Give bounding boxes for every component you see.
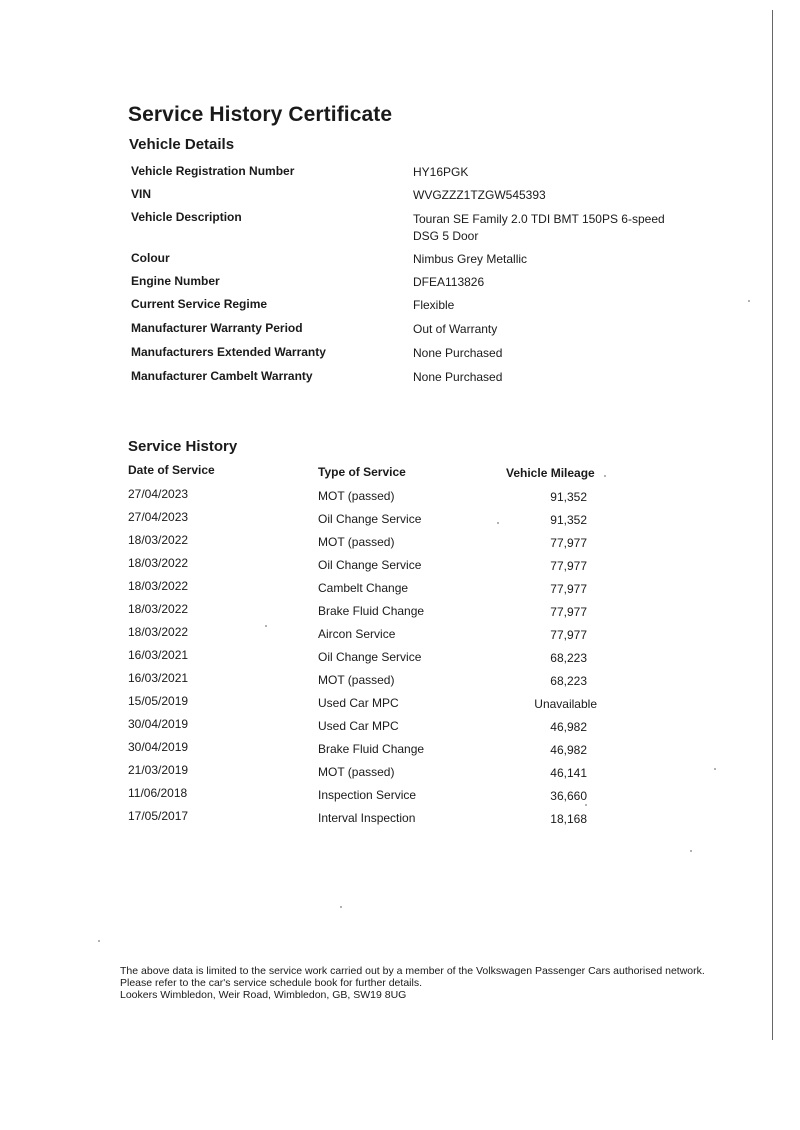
row-mileage: 46,141 bbox=[550, 766, 587, 780]
row-mileage: Unavailable bbox=[534, 697, 597, 711]
row-date: 18/03/2022 bbox=[128, 533, 189, 547]
service-history-heading: Service History bbox=[128, 438, 238, 455]
row-date: 27/04/2023 bbox=[128, 510, 189, 524]
row-date: 11/06/2018 bbox=[128, 786, 188, 800]
row-date: 18/03/2022 bbox=[128, 579, 189, 593]
scan-page-edge bbox=[772, 10, 773, 1040]
row-mileage: 68,223 bbox=[550, 651, 587, 665]
label-cambelt-warranty: Manufacturer Cambelt Warranty bbox=[131, 369, 313, 383]
value-service-regime: Flexible bbox=[413, 298, 455, 312]
row-type: Oil Change Service bbox=[318, 650, 422, 664]
row-type: MOT (passed) bbox=[318, 489, 395, 503]
footer-disclaimer: The above data is limited to the service work carried out by a member of the Volkswagen Passenger Cars authorised network. bbox=[120, 965, 705, 977]
column-header-type: Type of Service bbox=[318, 465, 406, 479]
footer-note: Please refer to the car's service schedule book for further details. bbox=[120, 977, 422, 989]
label-description: Vehicle Description bbox=[131, 210, 242, 224]
scan-speck bbox=[585, 804, 587, 806]
scan-speck bbox=[714, 768, 716, 770]
label-vin: VIN bbox=[131, 187, 152, 201]
row-type: Brake Fluid Change bbox=[318, 742, 425, 756]
row-date: 16/03/2021 bbox=[128, 648, 189, 662]
scan-speck bbox=[340, 906, 342, 908]
row-date: 27/04/2023 bbox=[128, 487, 189, 501]
row-type: Interval Inspection bbox=[318, 811, 416, 825]
label-extended-warranty: Manufacturers Extended Warranty bbox=[131, 345, 326, 359]
row-mileage: 46,982 bbox=[550, 743, 587, 757]
vehicle-details-heading: Vehicle Details bbox=[129, 136, 235, 153]
scan-speck bbox=[690, 850, 692, 852]
value-warranty-period: Out of Warranty bbox=[413, 322, 498, 336]
row-type: Cambelt Change bbox=[318, 581, 409, 595]
row-mileage: 77,977 bbox=[550, 582, 587, 596]
row-type: Brake Fluid Change bbox=[318, 604, 425, 618]
row-type: Used Car MPC bbox=[318, 696, 399, 710]
label-colour: Colour bbox=[131, 251, 170, 265]
scan-speck bbox=[748, 300, 750, 302]
row-mileage: 36,660 bbox=[550, 789, 587, 803]
row-mileage: 68,223 bbox=[550, 674, 587, 688]
row-mileage: 91,352 bbox=[550, 513, 587, 527]
page-title: Service History Certificate bbox=[128, 103, 393, 126]
footer-address: Lookers Wimbledon, Weir Road, Wimbledon, GB, SW19 8UG bbox=[120, 989, 407, 1001]
row-type: MOT (passed) bbox=[318, 673, 395, 687]
row-mileage: 77,977 bbox=[550, 605, 587, 619]
row-type: MOT (passed) bbox=[318, 765, 395, 779]
label-engine-number: Engine Number bbox=[131, 274, 220, 288]
value-description: Touran SE Family 2.0 TDI BMT 150PS 6-speed bbox=[413, 212, 665, 226]
row-type: Aircon Service bbox=[318, 627, 396, 641]
row-mileage: 91,352 bbox=[550, 490, 587, 504]
row-date: 16/03/2021 bbox=[128, 671, 189, 685]
scan-speck bbox=[265, 625, 267, 627]
scan-speck bbox=[98, 940, 100, 942]
row-date: 18/03/2022 bbox=[128, 602, 189, 616]
row-type: Oil Change Service bbox=[318, 558, 422, 572]
row-type: Used Car MPC bbox=[318, 719, 399, 733]
row-type: MOT (passed) bbox=[318, 535, 395, 549]
row-type: Oil Change Service bbox=[318, 512, 422, 526]
row-mileage: 77,977 bbox=[550, 536, 587, 550]
value-colour: Nimbus Grey Metallic bbox=[413, 252, 528, 266]
row-mileage: 18,168 bbox=[550, 812, 587, 826]
value-registration: HY16PGK bbox=[413, 165, 469, 179]
row-date: 18/03/2022 bbox=[128, 556, 189, 570]
row-type: Inspection Service bbox=[318, 788, 417, 802]
column-header-mileage: Vehicle Mileage bbox=[506, 466, 595, 480]
row-date: 15/05/2019 bbox=[128, 694, 189, 708]
row-mileage: 46,982 bbox=[550, 720, 587, 734]
label-registration: Vehicle Registration Number bbox=[131, 164, 295, 178]
label-warranty-period: Manufacturer Warranty Period bbox=[131, 321, 303, 335]
value-description-line2: DSG 5 Door bbox=[413, 229, 479, 243]
row-date: 30/04/2019 bbox=[128, 740, 189, 754]
row-date: 18/03/2022 bbox=[128, 625, 189, 639]
column-header-date: Date of Service bbox=[128, 463, 215, 477]
label-service-regime: Current Service Regime bbox=[131, 297, 268, 311]
value-extended-warranty: None Purchased bbox=[413, 346, 503, 360]
row-date: 21/03/2019 bbox=[128, 763, 189, 777]
value-engine-number: DFEA113826 bbox=[413, 275, 485, 289]
scan-speck bbox=[604, 475, 606, 477]
row-mileage: 77,977 bbox=[550, 559, 587, 573]
row-date: 30/04/2019 bbox=[128, 717, 189, 731]
row-mileage: 77,977 bbox=[550, 628, 587, 642]
row-date: 17/05/2017 bbox=[128, 809, 189, 823]
value-vin: WVGZZZ1TZGW545393 bbox=[413, 188, 546, 202]
value-cambelt-warranty: None Purchased bbox=[413, 370, 503, 384]
